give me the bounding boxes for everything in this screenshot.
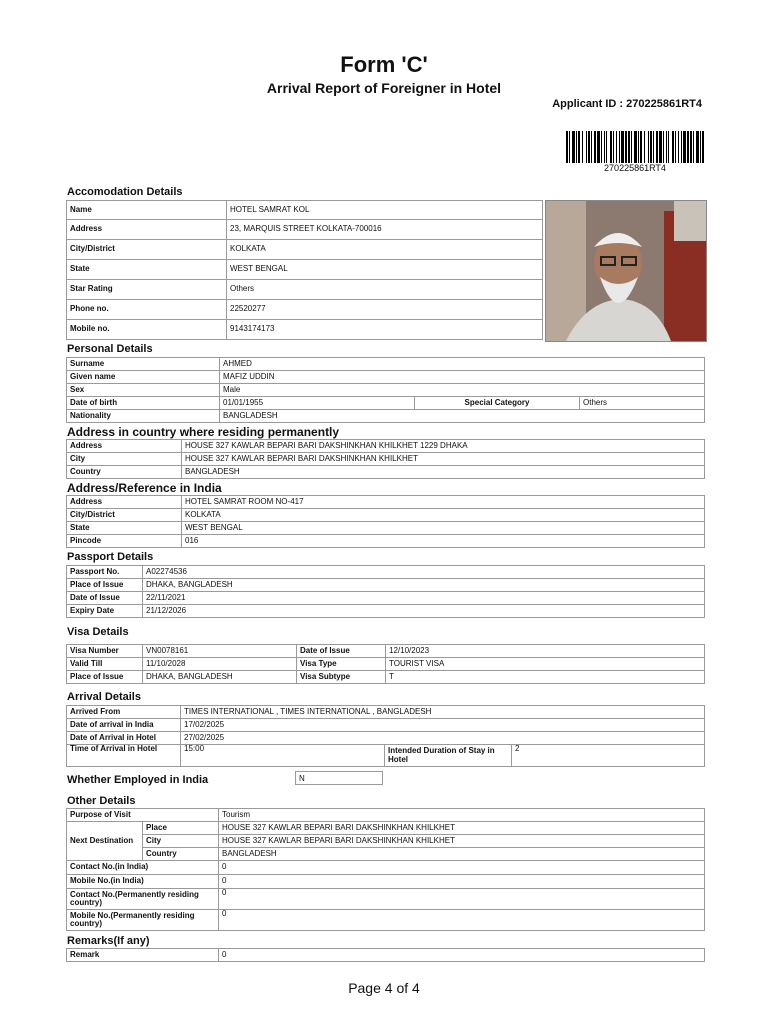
- row-value: 0: [219, 910, 705, 931]
- row-value: 01/01/1955: [220, 397, 415, 410]
- photo-portrait: [546, 201, 706, 341]
- row-value: 12/10/2023: [386, 645, 705, 658]
- table-row: [67, 579, 705, 592]
- row-value: DHAKA, BANGLADESH: [143, 579, 705, 592]
- row-label: Sex: [67, 384, 220, 397]
- row-label: Address: [67, 440, 182, 453]
- personal-table: [66, 357, 705, 423]
- row-label: State: [67, 522, 182, 535]
- row-label: Country: [143, 848, 219, 861]
- table-row: [67, 861, 705, 875]
- row-value: HOTEL SAMRAT ROOM NO-417: [182, 496, 705, 509]
- row-label: Date of birth: [67, 397, 220, 410]
- row-label: Name: [67, 201, 227, 220]
- row-value: AHMED: [220, 358, 705, 371]
- table-row: [67, 592, 705, 605]
- table-row: [67, 522, 705, 535]
- permanent-address-heading: Address in country where residing permanently: [67, 425, 340, 439]
- table-row: [67, 453, 705, 466]
- visa-table: [66, 644, 705, 684]
- row-value: TOURIST VISA: [386, 658, 705, 671]
- table-row: [67, 220, 543, 240]
- table-row: [67, 719, 705, 732]
- table-row: [67, 949, 705, 962]
- remarks-heading: Remarks(If any): [67, 935, 150, 947]
- row-value: 2: [512, 745, 705, 767]
- row-value: HOUSE 327 KAWLAR BEPARI BARI DAKSHINKHAN KHILKHET: [219, 835, 705, 848]
- row-label: Mobile No.(Permanently residing country): [67, 910, 219, 931]
- row-value: HOUSE 327 KAWLAR BEPARI BARI DAKSHINKHAN KHILKHET: [219, 822, 705, 835]
- row-value: HOUSE 327 KAWLAR BEPARI BARI DAKSHINKHAN KHILKHET 1229 DHAKA: [182, 440, 705, 453]
- row-label: Nationality: [67, 410, 220, 423]
- table-row: [67, 732, 705, 745]
- table-row: [67, 410, 705, 423]
- row-label: Date of Issue: [67, 592, 143, 605]
- row-value: 11/10/2028: [143, 658, 297, 671]
- employment-label: Whether Employed in India: [67, 774, 209, 786]
- table-row: [67, 889, 705, 910]
- table-row: [67, 201, 543, 220]
- row-label: Place of Issue: [67, 579, 143, 592]
- row-value: 21/12/2026: [143, 605, 705, 618]
- accommodation-table: [66, 200, 543, 340]
- barcode-text: 270225861RT4: [604, 163, 666, 173]
- table-row: [67, 240, 543, 260]
- row-label: Star Rating: [67, 280, 227, 300]
- row-label: Arrived From: [67, 706, 181, 719]
- table-row: [67, 496, 705, 509]
- table-row: [67, 835, 705, 848]
- other-heading: Other Details: [67, 795, 136, 807]
- row-value: 016: [182, 535, 705, 548]
- row-value: BANGLADESH: [182, 466, 705, 479]
- row-label: City/District: [67, 240, 227, 260]
- table-row: [67, 358, 705, 371]
- row-label: Time of Arrival in Hotel: [67, 745, 181, 767]
- row-label: City: [143, 835, 219, 848]
- table-row: [67, 658, 705, 671]
- row-label: Next Destination: [67, 822, 143, 861]
- table-row: [67, 822, 705, 835]
- permanent-address-table: [66, 439, 705, 479]
- arrival-table: [66, 705, 705, 767]
- table-row: [67, 509, 705, 522]
- row-label: Surname: [67, 358, 220, 371]
- row-label: Contact No.(in India): [67, 861, 219, 875]
- india-address-heading: Address/Reference in India: [67, 481, 222, 495]
- barcode: [566, 131, 704, 163]
- row-value: 22/11/2021: [143, 592, 705, 605]
- row-value: 23, MARQUIS STREET KOLKATA-700016: [227, 220, 543, 240]
- row-value: HOTEL SAMRAT KOL: [227, 201, 543, 220]
- row-value: 0: [219, 889, 705, 910]
- row-label: Passport No.: [67, 566, 143, 579]
- row-label: Visa Number: [67, 645, 143, 658]
- row-value: KOLKATA: [182, 509, 705, 522]
- row-value: VN0078161: [143, 645, 297, 658]
- row-value: 0: [219, 875, 705, 889]
- row-label: Valid Till: [67, 658, 143, 671]
- row-label: City: [67, 453, 182, 466]
- india-address-table: [66, 495, 705, 548]
- table-row: [67, 605, 705, 618]
- row-value: Others: [227, 280, 543, 300]
- row-label: Contact No.(Permanently residing country): [67, 889, 219, 910]
- row-label: Given name: [67, 371, 220, 384]
- row-value: 22520277: [227, 300, 543, 320]
- table-row: [67, 320, 543, 340]
- row-label: Remark: [67, 949, 219, 962]
- table-row: [67, 671, 705, 684]
- row-value: HOUSE 327 KAWLAR BEPARI BARI DAKSHINKHAN KHILKHET: [182, 453, 705, 466]
- table-row: [67, 809, 705, 822]
- row-value: 0: [219, 861, 705, 875]
- row-value: A02274536: [143, 566, 705, 579]
- row-value: WEST BENGAL: [227, 260, 543, 280]
- table-row: [67, 371, 705, 384]
- passport-table: [66, 565, 705, 618]
- row-label: Date of arrival in India: [67, 719, 181, 732]
- table-row: [67, 645, 705, 658]
- table-row: [67, 466, 705, 479]
- row-value: KOLKATA: [227, 240, 543, 260]
- page-number: Page 4 of 4: [348, 980, 420, 996]
- row-label: Pincode: [67, 535, 182, 548]
- passport-heading: Passport Details: [67, 551, 154, 563]
- row-value: 9143174173: [227, 320, 543, 340]
- row-label: Date of Issue: [297, 645, 386, 658]
- table-row: [67, 875, 705, 889]
- row-value: WEST BENGAL: [182, 522, 705, 535]
- applicant-photo: [545, 200, 707, 342]
- row-label: Expiry Date: [67, 605, 143, 618]
- row-value: 15:00: [181, 745, 385, 767]
- row-label: Date of Arrival in Hotel: [67, 732, 181, 745]
- table-row: [67, 848, 705, 861]
- row-value: TIMES INTERNATIONAL , TIMES INTERNATIONAL , BANGLADESH: [181, 706, 705, 719]
- row-value: 0: [219, 949, 705, 962]
- visa-heading: Visa Details: [67, 626, 129, 638]
- table-row: [67, 300, 543, 320]
- table-row: [67, 910, 705, 931]
- row-value: Tourism: [219, 809, 705, 822]
- row-label: Address: [67, 496, 182, 509]
- arrival-heading: Arrival Details: [67, 691, 141, 703]
- row-value: DHAKA, BANGLADESH: [143, 671, 297, 684]
- row-label: Phone no.: [67, 300, 227, 320]
- row-label: City/District: [67, 509, 182, 522]
- row-value: Male: [220, 384, 705, 397]
- row-value: Others: [580, 397, 705, 410]
- row-label: Address: [67, 220, 227, 240]
- row-label: Country: [67, 466, 182, 479]
- row-value: MAFIZ UDDIN: [220, 371, 705, 384]
- row-value: 17/02/2025: [181, 719, 705, 732]
- row-value: BANGLADESH: [220, 410, 705, 423]
- table-row: [67, 397, 705, 410]
- row-value: BANGLADESH: [219, 848, 705, 861]
- table-row: [67, 745, 705, 767]
- row-label: Purpose of Visit: [67, 809, 219, 822]
- row-label: Visa Subtype: [297, 671, 386, 684]
- table-row: [67, 260, 543, 280]
- table-row: [67, 535, 705, 548]
- row-label: State: [67, 260, 227, 280]
- row-label: Visa Type: [297, 658, 386, 671]
- applicant-id: Applicant ID : 270225861RT4: [552, 98, 702, 110]
- accommodation-heading: Accomodation Details: [67, 186, 183, 198]
- form-subtitle: Arrival Report of Foreigner in Hotel: [266, 80, 502, 96]
- row-label: Special Category: [415, 397, 580, 410]
- table-row: [67, 566, 705, 579]
- row-label: Place of Issue: [67, 671, 143, 684]
- form-title: Form 'C': [340, 52, 428, 77]
- row-value: 27/02/2025: [181, 732, 705, 745]
- other-table: [66, 808, 705, 931]
- row-value: T: [386, 671, 705, 684]
- employment-value: N: [295, 771, 383, 785]
- personal-heading: Personal Details: [67, 343, 153, 355]
- row-label: Mobile no.: [67, 320, 227, 340]
- row-label: Place: [143, 822, 219, 835]
- table-row: [67, 280, 543, 300]
- row-label: Intended Duration of Stay in Hotel: [385, 745, 512, 767]
- table-row: [67, 384, 705, 397]
- row-label: Mobile No.(in India): [67, 875, 219, 889]
- table-row: [67, 440, 705, 453]
- table-row: [67, 706, 705, 719]
- remarks-table: [66, 948, 705, 962]
